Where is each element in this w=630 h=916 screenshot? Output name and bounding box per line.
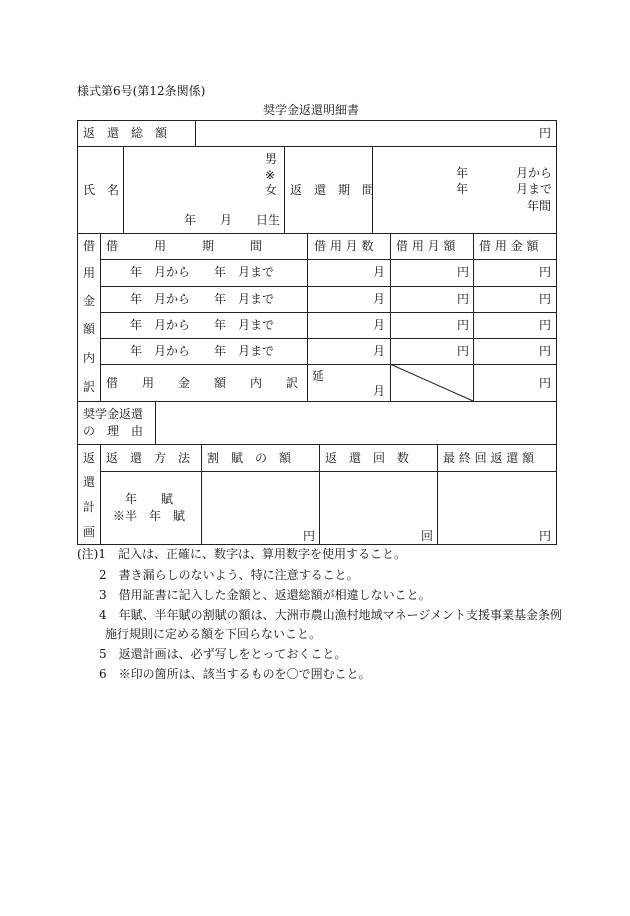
loan-row-2-monthly-unit: 円 — [457, 292, 470, 306]
total-label: 返 還 総 額 — [83, 126, 168, 140]
plan-side-label-4: 画 — [83, 525, 96, 539]
form-reference: 様式第6号(第12条関係) — [77, 84, 206, 98]
plan-side-label-1: 返 — [83, 451, 96, 465]
plan-final-unit: 円 — [539, 529, 552, 543]
loan-row-4-months-unit: 月 — [373, 344, 386, 358]
loan-row-4-amount-unit: 円 — [539, 344, 552, 358]
loan-row-3-amount-unit: 円 — [539, 318, 552, 332]
period-to: 年 月まで — [456, 182, 553, 196]
loan-side-label-1: 借 — [83, 239, 96, 253]
loan-header-monthly: 借 用 月 額 — [396, 239, 456, 253]
plan-header-count: 返 還 回 数 — [325, 451, 410, 465]
reason-label-line2: の 理 由 — [83, 424, 144, 438]
loan-row-2-period: 年 月から 年 月まで — [130, 292, 275, 306]
loan-total-yen-unit: 円 — [539, 376, 552, 390]
diagonal-strike — [390, 364, 473, 401]
period-label: 返 還 期 間 — [290, 183, 375, 197]
loan-header-period: 借 用 期 間 — [106, 239, 263, 253]
plan-method-annual: 年 賦 — [125, 492, 174, 506]
loan-row-3-monthly-unit: 円 — [457, 318, 470, 332]
note-1: (注)1 記入は、正確に、数字は、算用数字を使用すること。 — [77, 547, 407, 561]
loan-row-1-period: 年 月から 年 月まで — [130, 265, 275, 279]
gender-mark: ※ — [265, 168, 276, 182]
loan-side-label-6: 訳 — [83, 380, 96, 394]
loan-header-months: 借 用 月 数 — [314, 239, 374, 253]
plan-header-final: 最 終 回 返 還 額 — [443, 451, 535, 465]
loan-side-label-2: 用 — [83, 266, 96, 280]
note-5: 5 返還計画は、必ず写しをとっておくこと。 — [99, 647, 347, 661]
note-6: 6 ※印の箇所は、該当するものを〇で囲むこと。 — [99, 667, 371, 681]
loan-row-1-months-unit: 月 — [373, 265, 386, 279]
note-4: 4 年賦、半年賦の割賦の額は、大洲市農山漁村地域マネージメント支援事業基金条例 — [99, 608, 563, 622]
loan-row-3-months-unit: 月 — [373, 318, 386, 332]
loan-side-label-4: 額 — [83, 322, 96, 336]
loan-row-2-months-unit: 月 — [373, 292, 386, 306]
form-title: 奨学金返還明細書 — [263, 103, 360, 117]
plan-count-unit: 回 — [421, 529, 434, 543]
gender-male: 男 — [265, 152, 278, 166]
birth-date-label: 年 月 日生 — [184, 213, 281, 227]
note-2: 2 書き漏らしのないよう、特に注意すること。 — [99, 568, 359, 582]
period-years: 年間 — [527, 199, 552, 213]
gender-female: 女 — [265, 183, 278, 197]
loan-header-amount: 借 用 金 額 — [479, 239, 539, 253]
reason-label-line1: 奨学金返還 — [83, 407, 144, 421]
loan-total-label: 借 用 金 額 内 訳 — [106, 376, 299, 390]
note-4-continued: 施行規則に定める額を下回らないこと。 — [105, 627, 322, 641]
loan-row-1-amount-unit: 円 — [539, 265, 552, 279]
plan-header-installment: 割 賦 の 額 — [207, 451, 292, 465]
loan-row-1-monthly-unit: 円 — [457, 265, 470, 279]
note-3: 3 借用証書に記入した金額と、返還総額が相違しないこと。 — [99, 588, 431, 602]
loan-row-3-period: 年 月から 年 月まで — [130, 318, 275, 332]
loan-total-months-unit: 月 — [373, 384, 386, 398]
plan-header-method: 返 還 方 法 — [106, 451, 191, 465]
loan-total-months-label: 延 — [312, 369, 325, 383]
loan-side-label-5: 内 — [83, 351, 96, 365]
period-from: 年 月から — [456, 166, 553, 180]
loan-row-4-period: 年 月から 年 月まで — [130, 344, 275, 358]
total-yen-unit: 円 — [539, 126, 552, 140]
plan-method-semiannual: ※半 年 賦 — [113, 509, 186, 523]
loan-side-label-3: 金 — [83, 294, 96, 308]
plan-side-label-3: 計 — [83, 500, 96, 514]
plan-amount-unit: 円 — [303, 529, 316, 543]
name-label: 氏 名 — [83, 183, 120, 197]
loan-row-2-amount-unit: 円 — [539, 292, 552, 306]
plan-side-label-2: 還 — [83, 475, 96, 489]
loan-row-4-monthly-unit: 円 — [457, 344, 470, 358]
